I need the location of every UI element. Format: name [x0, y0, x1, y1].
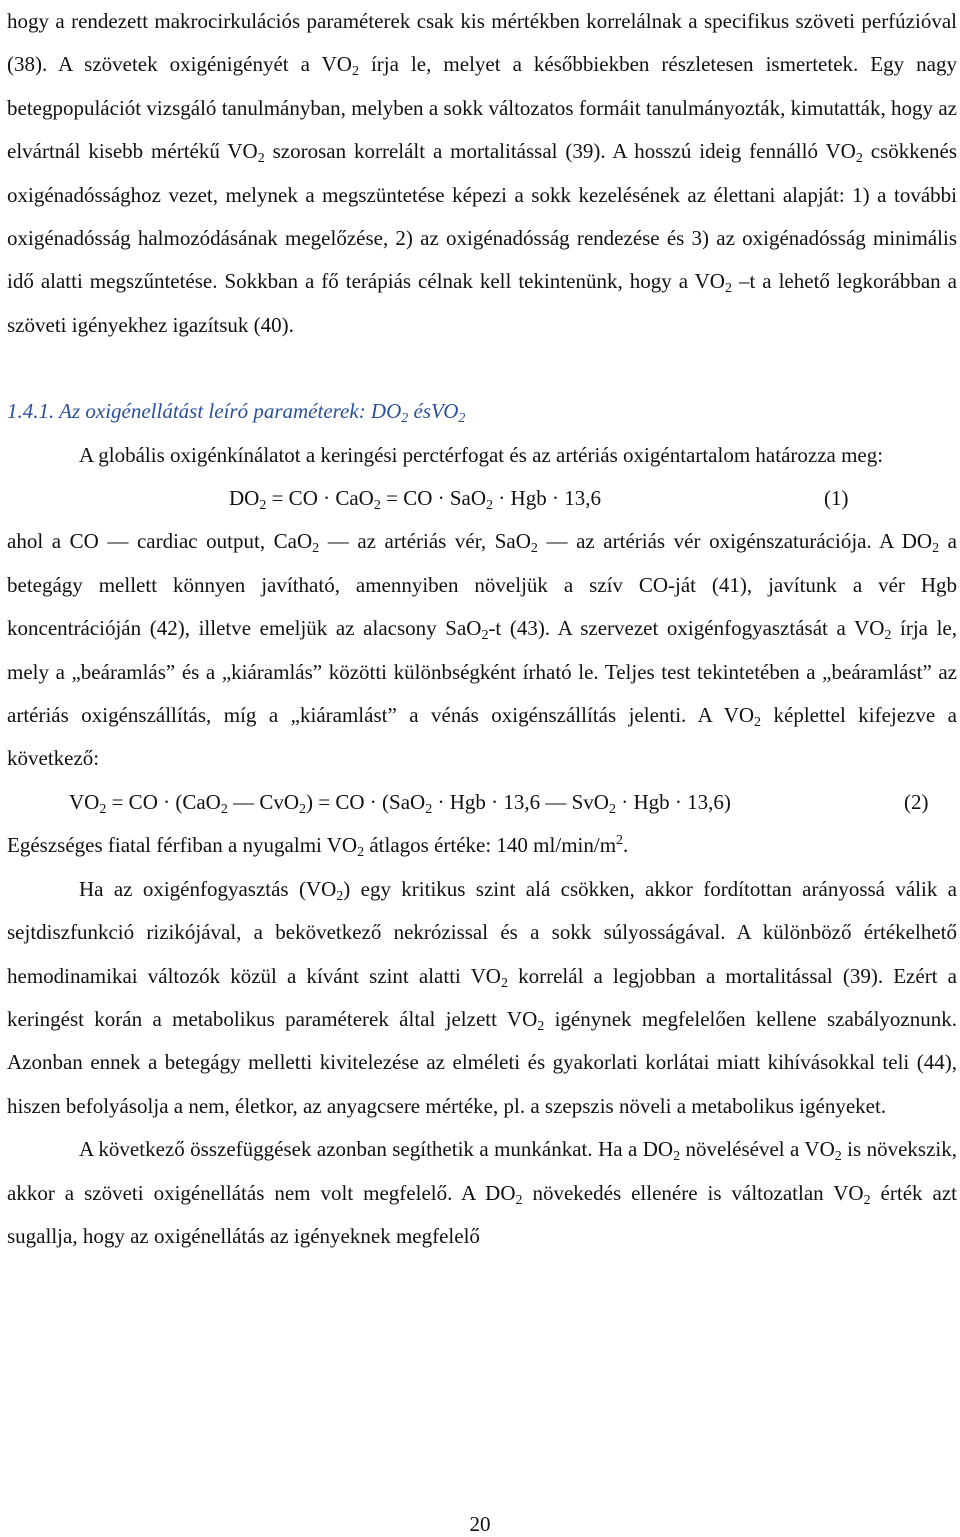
text-run: írja le, melyet a későbbiekben részletesen ismertetek. Egy nagy betegpopulációt vizsgáló tanulmányban, melyben a sokk változatos formáit tanulmányozták, kimutatták, hogy az elvártnál kisebb mértékű VO — [7, 52, 957, 164]
text-run: hogy a rendezett makrocirkulációs paraméterek csak kis mértékben korrelálnak a specifikus szöveti perfúzióval (38). A szövetek oxigénigényét a VO — [7, 9, 957, 77]
subscript: 2 — [357, 845, 365, 861]
text-run: átlagos értéke: 140 ml/min/m — [364, 833, 617, 858]
equation-expression: $VO_2$ = CO · (CaO$_2$ — CvO$_2$) = CO · (SaO$_2$ · Hgb · 13,6 — SvO$_2$ · Hgb · 13,6) — [69, 789, 731, 817]
text-run: írja le, mely a „beáramlás” és a „kiáramlás” közötti különbségként írható le. Teljes test tekintetében a „beáramlást” az artériás oxigénszállítás, míg a „kiáramlást” a vénás oxigénszállítás jelenti. A VO — [7, 616, 957, 728]
text-run: szorosan korrelált a mortalitással (39). A hosszú ideig fennálló VO — [264, 139, 856, 164]
text-run: növekedés ellenére is változatlan VO — [522, 1180, 864, 1205]
text-run: A globális oxigénkínálatot a keringési perctérfogat és az artériás oxigéntartalom határozza meg: — [79, 442, 884, 467]
page-number: 20 — [469, 1512, 491, 1536]
text-run: is növekszik, akkor a szöveti oxigénellátás nem volt megfelelő. A DO — [7, 1137, 958, 1205]
text-run: érték azt sugallja, hogy az oxigénellátás az igényeknek megfelelő — [7, 1180, 957, 1248]
paragraph-6 — [7, 1128, 957, 1258]
text-run: képlettel kifejezve a következő: — [7, 703, 957, 771]
subscript: 2 — [530, 541, 538, 557]
equation-number: (2) — [904, 789, 929, 814]
subscript: 2 — [724, 281, 732, 297]
paragraph-1 — [7, 0, 957, 347]
subscript: 2 — [537, 1018, 545, 1034]
subscript: 2 — [257, 151, 265, 167]
subscript: 2 — [932, 541, 940, 557]
text-run: — az artériás vér oxigénszaturációja. A DO — [537, 529, 933, 554]
subscript: 2 — [401, 411, 409, 427]
text-run: igénynek megfelelően kellene szabályoznunk. Azonban ennek a betegágy melletti kivitelezése az elméleti és gyakorlati korlátai miatt kihívásokkal teli (44), hiszen befolyásolja a nem, életkor, az anyagcsere mértéke, pl. a szepszis növeli a metabolikus igényeket. — [7, 1006, 958, 1118]
text-run: csökkenés oxigénadóssághoz vezet, melynek a megszüntetése képezi a sokk kezelésének az élettani alapját: 1) a további oxigénadósság halmozódásának megelőzése, 2) az oxigénadósság rendezése és 3) az oxigénadósság minimális idő alatti megszűntetése. Sokkban a fő terápiás célnak kell tekintenünk, hogy a VO — [7, 139, 958, 294]
text-run: a betegágy mellett könnyen javítható, amennyiben növeljük a szív CO-ját (41), javítunk a vér Hgb koncentrációján (42), illetve emeljük az alacsony SaO — [7, 529, 957, 641]
subscript: 2 — [312, 541, 320, 557]
subscript: 2 — [855, 151, 863, 167]
subscript: 2 — [458, 411, 466, 427]
paragraph-5 — [7, 868, 957, 1128]
subscript: 2 — [515, 1192, 523, 1208]
subscript: 2 — [673, 1149, 681, 1165]
text-run: Ha az oxigénfogyasztás (VO — [79, 876, 337, 901]
equation-number: (1) — [824, 486, 849, 511]
document-page — [7, 0, 957, 1258]
text-run: ahol a CO — cardiac output, CaO — [7, 529, 313, 554]
text-run: korrelál a legjobban a mortalitással (39). Ezért a keringést korán a metabolikus paraméterek által jelzett VO — [7, 963, 957, 1031]
section-heading — [7, 390, 957, 433]
text-run: Egészséges fiatal férfiban a nyugalmi VO — [7, 833, 358, 858]
subscript: 2 — [336, 888, 344, 904]
superscript: 2 — [616, 833, 624, 849]
paragraph-4 — [7, 824, 957, 867]
text-run: . — [623, 833, 629, 858]
heading-text: ésVO — [408, 399, 459, 424]
paragraph-2 — [7, 434, 957, 477]
heading-text: 1.4.1. Az oxigénellátást leíró paraméterek: DO — [7, 399, 402, 424]
subscript: 2 — [754, 715, 762, 731]
text-run: A következő összefüggések azonban segíthetik a munkánkat. Ha a DO — [79, 1137, 674, 1162]
equation-expression: $DO_2$ = CO · CaO$_2$ = CO · SaO$_2$ · Hgb · 13,6 — [229, 486, 601, 514]
text-run: -t (43). A szervezet oxigénfogyasztását a VO — [488, 616, 885, 641]
subscript: 2 — [884, 628, 892, 644]
subscript: 2 — [351, 64, 359, 80]
equation-2 — [7, 781, 957, 824]
text-run: növelésével a VO — [680, 1137, 835, 1162]
paragraph-3 — [7, 520, 957, 780]
text-run: –t a lehető legkorábban a szöveti igényekhez igazítsuk (40). — [7, 269, 957, 337]
text-run: — az artériás vér, SaO — [319, 529, 531, 554]
subscript: 2 — [863, 1192, 871, 1208]
subscript: 2 — [834, 1149, 842, 1165]
equation-1 — [7, 477, 957, 520]
subscript: 2 — [481, 628, 489, 644]
subscript: 2 — [500, 975, 508, 991]
text-run: ) egy kritikus szint alá csökken, akkor fordítottan arányossá válik a sejtdiszfunkció rizikójával, a bekövetkező nekrózissal és a sokk súlyosságával. A különböző értékelhető hemodinamikai változók közül a kívánt szint alatti VO — [7, 876, 957, 988]
